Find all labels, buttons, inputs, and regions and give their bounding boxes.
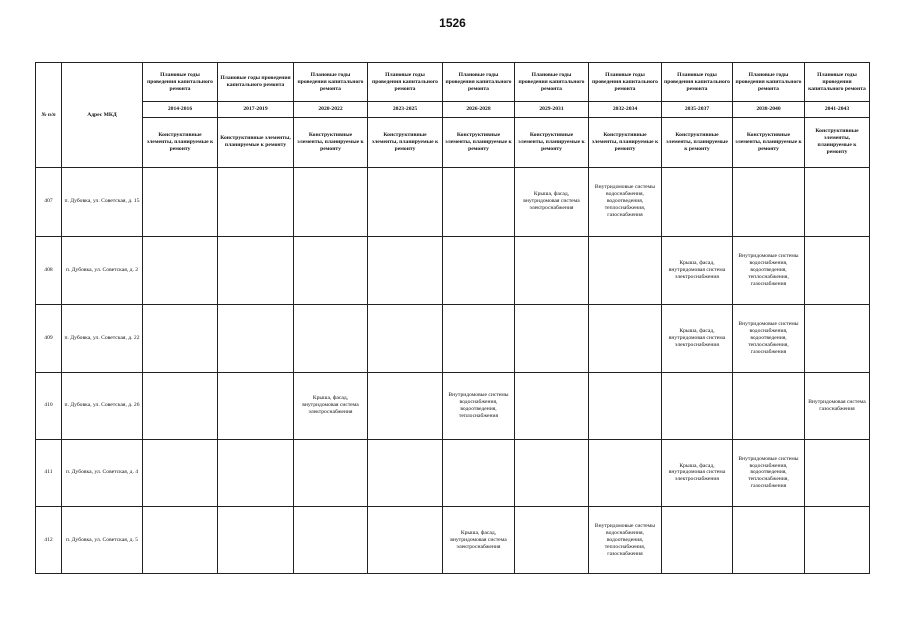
empty-cell [143, 168, 218, 237]
elements-header: Конструктивные элементы, планируемые к ремонту [805, 117, 870, 168]
empty-cell [662, 507, 733, 574]
row-address: п. Дубовка, ул. Советская, д. 26 [62, 373, 143, 440]
empty-cell [218, 439, 294, 507]
empty-cell [589, 305, 662, 373]
row-number: 408 [36, 236, 62, 305]
empty-cell [443, 439, 515, 507]
empty-cell [143, 507, 218, 574]
repair-works-cell: Крыша, фасад, внутридомовая система электроснабжения [662, 236, 733, 305]
empty-cell [443, 168, 515, 237]
elements-header: Конструктивные элементы, планируемые к ремонту [368, 117, 443, 168]
years-header: 2014-2016 [143, 102, 218, 117]
table-body [36, 168, 870, 574]
repair-works-cell: Внутридомовые системы водоснабжения, водоотведения, теплоснабжения, газоснабжения [589, 168, 662, 237]
row-address: п. Дубовка, ул. Советская, д. 4 [62, 439, 143, 507]
table-row [36, 439, 870, 507]
years-header: 2029-2031 [515, 102, 589, 117]
repair-works-cell: Внутридомовые системы водоснабжения, водоотведения, теплоснабжения, газоснабжения [589, 507, 662, 574]
empty-cell [733, 168, 805, 237]
empty-cell [733, 373, 805, 440]
empty-cell [443, 305, 515, 373]
elements-header: Конструктивные элементы, планируемые к ремонту [218, 117, 294, 168]
empty-cell [294, 507, 368, 574]
period-header: Плановые годы проведения капитального ремонта [662, 63, 733, 102]
header-row-elements [36, 117, 870, 168]
repair-works-cell: Крыша, фасад, внутридомовая система электроснабжения [443, 507, 515, 574]
period-header: Плановые годы проведения капитального ремонта [805, 63, 870, 102]
table-row [36, 305, 870, 373]
repair-works-cell: Крыша, фасад, внутридомовая система электроснабжения [294, 373, 368, 440]
repair-works-cell: Внутридомовые системы водоснабжения, водоотведения, теплоснабжения [443, 373, 515, 440]
page-number: 1526 [439, 16, 466, 30]
years-header: 2032-2034 [589, 102, 662, 117]
period-header: Плановые годы проведения капитального ремонта [589, 63, 662, 102]
empty-cell [368, 236, 443, 305]
years-header: 2020-2022 [294, 102, 368, 117]
repair-works-cell: Внутридомовая система газоснабжения [805, 373, 870, 440]
empty-cell [143, 305, 218, 373]
empty-cell [805, 168, 870, 237]
years-header: 2038-2040 [733, 102, 805, 117]
empty-cell [515, 236, 589, 305]
period-header: Плановые годы проведения капитального ремонта [515, 63, 589, 102]
row-number: 409 [36, 305, 62, 373]
empty-cell [368, 168, 443, 237]
address-column-header: Адрес МКД [62, 63, 143, 168]
header-row-years [36, 102, 870, 117]
empty-cell [294, 168, 368, 237]
row-number: 407 [36, 168, 62, 237]
elements-header: Конструктивные элементы, планируемые к ремонту [443, 117, 515, 168]
table-row [36, 168, 870, 237]
empty-cell [662, 373, 733, 440]
empty-cell [443, 236, 515, 305]
empty-cell [805, 439, 870, 507]
empty-cell [515, 373, 589, 440]
table-row [36, 507, 870, 574]
empty-cell [218, 305, 294, 373]
row-address: п. Дубовка, ул. Советская, д. 2 [62, 236, 143, 305]
row-number: 411 [36, 439, 62, 507]
repair-works-cell: Крыша, фасад, внутридомовая система электроснабжения [662, 439, 733, 507]
table-row [36, 236, 870, 305]
empty-cell [294, 439, 368, 507]
capital-repair-table [35, 62, 870, 574]
empty-cell [589, 236, 662, 305]
empty-cell [733, 507, 805, 574]
years-header: 2023-2025 [368, 102, 443, 117]
repair-works-cell: Крыша, фасад, внутридомовая система электроснабжения [515, 168, 589, 237]
period-header: Плановые годы проведения капитального ремонта [733, 63, 805, 102]
repair-works-cell: Внутридомовые системы водоснабжения, водоотведения, теплоснабжения, газоснабжения [733, 439, 805, 507]
empty-cell [143, 439, 218, 507]
row-number: 410 [36, 373, 62, 440]
empty-cell [589, 439, 662, 507]
years-header: 2041-2043 [805, 102, 870, 117]
row-address: п. Дубовка, ул. Советская, д. 22 [62, 305, 143, 373]
empty-cell [368, 373, 443, 440]
empty-cell [515, 305, 589, 373]
empty-cell [515, 439, 589, 507]
elements-header: Конструктивные элементы, планируемые к ремонту [515, 117, 589, 168]
empty-cell [143, 236, 218, 305]
period-header: Плановые годы проведения капитального ремонта [294, 63, 368, 102]
period-header: Плановые годы проведения капитального ремонта [443, 63, 515, 102]
empty-cell [805, 305, 870, 373]
empty-cell [368, 305, 443, 373]
empty-cell [294, 236, 368, 305]
row-address: п. Дубовка, ул. Советская, д. 15 [62, 168, 143, 237]
years-header: 2017-2019 [218, 102, 294, 117]
period-header: Плановые годы проведения капитального ремонта [218, 63, 294, 102]
empty-cell [805, 507, 870, 574]
elements-header: Конструктивные элементы, планируемые к ремонту [662, 117, 733, 168]
elements-header: Конструктивные элементы, планируемые к ремонту [589, 117, 662, 168]
empty-cell [294, 305, 368, 373]
repair-works-cell: Внутридомовые системы водоснабжения, водоотведения, теплоснабжения, газоснабжения [733, 236, 805, 305]
number-column-header: № п/п [36, 63, 62, 168]
elements-header: Конструктивные элементы, планируемые к ремонту [294, 117, 368, 168]
repair-works-cell: Крыша, фасад, внутридомовая система электроснабжения [662, 305, 733, 373]
empty-cell [218, 168, 294, 237]
empty-cell [218, 507, 294, 574]
empty-cell [218, 373, 294, 440]
row-address: п. Дубовка, ул. Советская, д. 5 [62, 507, 143, 574]
empty-cell [218, 236, 294, 305]
period-header: Плановые годы проведения капитального ремонта [368, 63, 443, 102]
years-header: 2035-2037 [662, 102, 733, 117]
elements-header: Конструктивные элементы, планируемые к ремонту [143, 117, 218, 168]
period-header: Плановые годы проведения капитального ремонта [143, 63, 218, 102]
empty-cell [589, 373, 662, 440]
row-number: 412 [36, 507, 62, 574]
header-row-period [36, 63, 870, 102]
empty-cell [662, 168, 733, 237]
years-header: 2026-2028 [443, 102, 515, 117]
elements-header: Конструктивные элементы, планируемые к ремонту [733, 117, 805, 168]
empty-cell [805, 236, 870, 305]
table-row [36, 373, 870, 440]
empty-cell [368, 439, 443, 507]
empty-cell [368, 507, 443, 574]
empty-cell [143, 373, 218, 440]
repair-works-cell: Внутридомовые системы водоснабжения, водоотведения, теплоснабжения, газоснабжения [733, 305, 805, 373]
empty-cell [515, 507, 589, 574]
